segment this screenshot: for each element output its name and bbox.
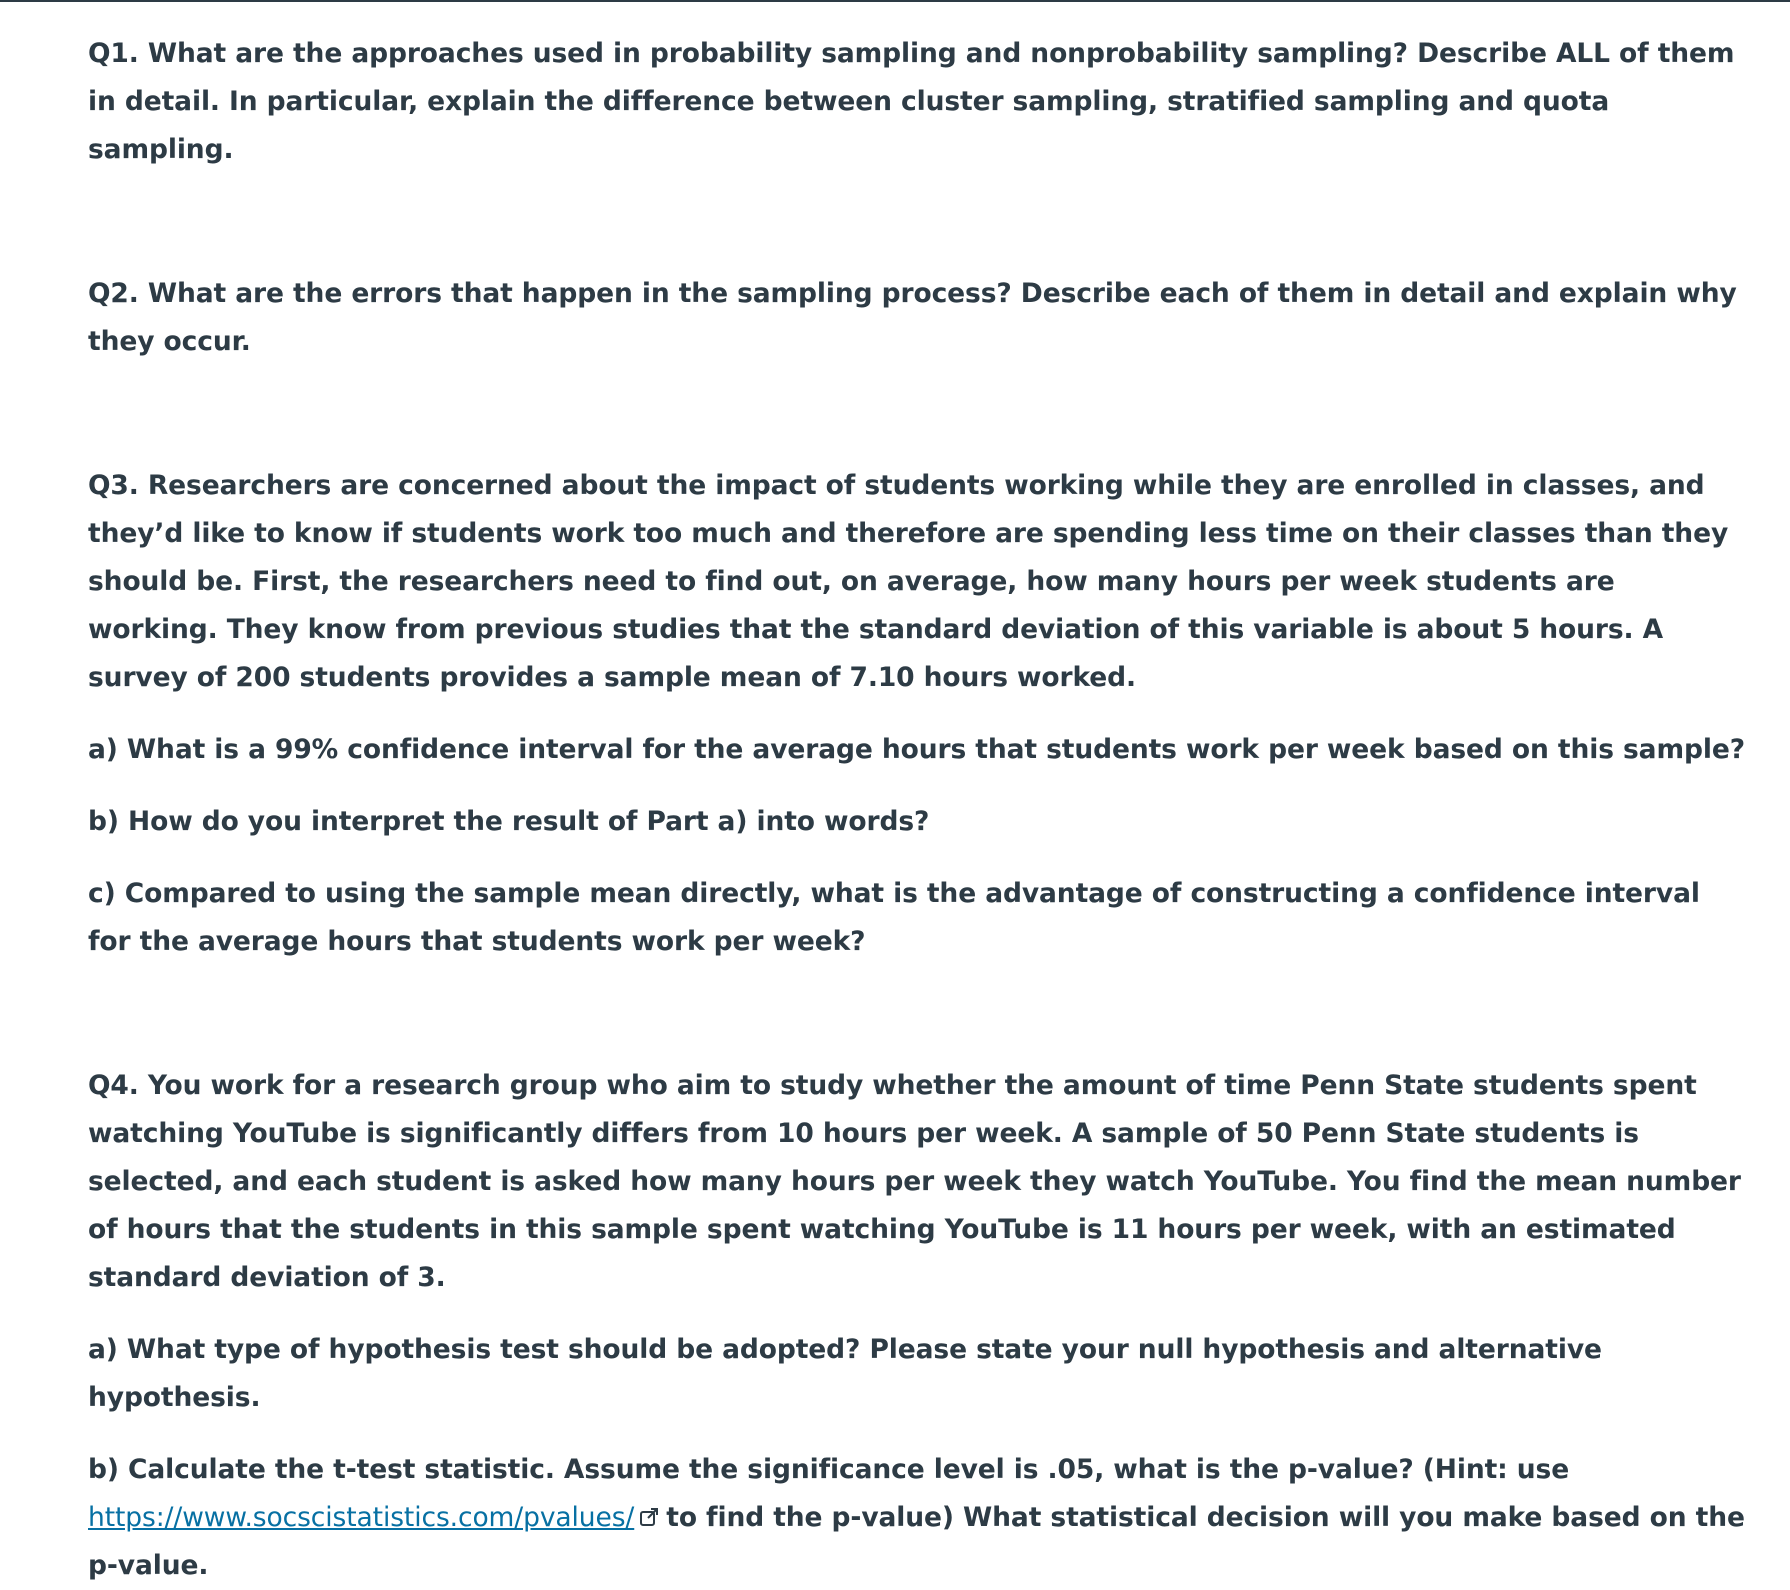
question-4b-text-before: b) Calculate the t-test statistic. Assume the significance level is .05, what is the p-value? (Hint: use [88,1454,1570,1485]
spacer [88,1422,1748,1446]
question-4b [88,1446,1748,1590]
spacer [88,366,1748,462]
spacer [88,966,1748,1062]
spacer [88,774,1748,798]
question-4a: a) What type of hypothesis test should be adopted? Please state your null hypothesis and alternative hypothesis. [88,1334,1602,1413]
spacer [88,1302,1748,1326]
question-3a: a) What is a 99% confidence interval for the average hours that students work per week based on this sample? [88,734,1745,765]
spacer [88,846,1748,870]
external-link-icon [638,1496,660,1518]
spacer [88,702,1748,726]
question-4b-text-after: to find the p-value) What statistical decision will you make based on the p-value. [88,1502,1745,1581]
question-3b: b) How do you interpret the result of Part a) into words? [88,806,930,837]
question-2: Q2. What are the errors that happen in the sampling process? Describe each of them in detail and explain why they occur. [88,278,1737,357]
top-border [0,0,1790,2]
pvalues-link[interactable]: https://www.socscistatistics.com/pvalues/ [88,1502,635,1533]
question-4: Q4. You work for a research group who aim to study whether the amount of time Penn State students spent watching YouTube is significantly differs from 10 hours per week. A sample of 50 Penn State students is selected, and each student is asked how many hours per week they watch YouTube. You find the mean number of hours that the students in this sample spent watching YouTube is 11 hours per week, with an estimated standard deviation of 3. [88,1070,1741,1293]
assignment-content [88,30,1748,1590]
spacer [88,174,1748,270]
question-3: Q3. Researchers are concerned about the impact of students working while they are enrolled in classes, and they’d like to know if students work too much and therefore are spending less time on their classes than they should be. First, the researchers need to find out, on average, how many hours per week students are working. They know from previous studies that the standard deviation of this variable is about 5 hours. A survey of 200 students provides a sample mean of 7.10 hours worked. [88,470,1729,693]
question-3c: c) Compared to using the sample mean directly, what is the advantage of constructing a confidence interval for the average hours that students work per week? [88,878,1700,957]
question-1: Q1. What are the approaches used in probability sampling and nonprobability sampling? Describe ALL of them in detail. In particular, explain the difference between cluster sampling, stratified sampling and quota sampling. [88,38,1735,165]
